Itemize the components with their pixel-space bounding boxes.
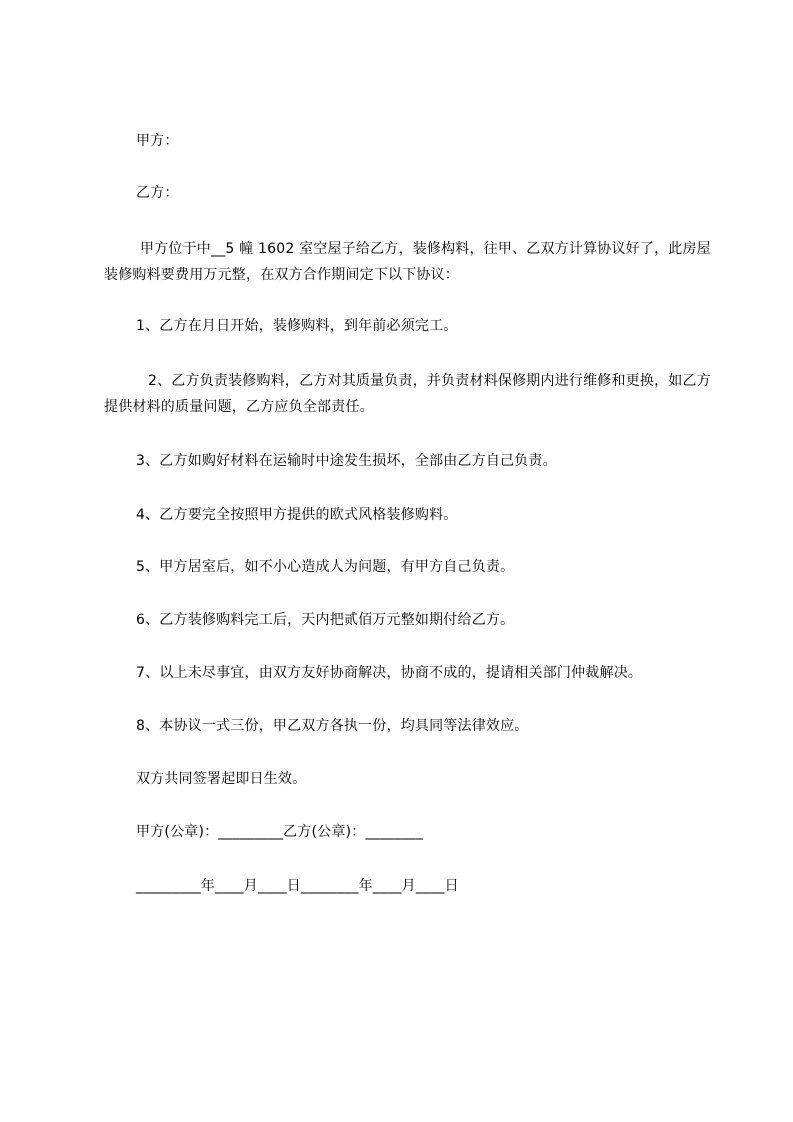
seal-signature-line: 甲方(公章)：_________乙方(公章)：________	[136, 824, 424, 840]
clause-4: 4、乙方要完全按照甲方提供的欧式风格装修购料。	[136, 507, 458, 523]
clause-7: 7、以上未尽事宜，由双方友好协商解决，协商不成的，提请相关部门仲裁解决。	[136, 665, 643, 681]
clause-3: 3、乙方如购好材料在运输时中途发生损坏，全部由乙方自己负责。	[136, 453, 557, 469]
party-b-label: 乙方：	[136, 185, 179, 201]
clause-2: 2、乙方负责装修购料，乙方对其质量负责，并负责材料保修期内进行维修和更换，如乙方提供材料的质量问题，乙方应负全部责任。	[104, 373, 711, 415]
clause-8: 8、本协议一式三份，甲乙双方各执一份，均具同等法律效应。	[136, 718, 529, 734]
date-line: _________年____月____日________年____月____日	[136, 878, 459, 894]
party-a-label: 甲方：	[136, 133, 179, 149]
effective-statement: 双方共同签署起即日生效。	[136, 771, 307, 787]
clause-6: 6、乙方装修购料完工后，天内把贰佰万元整如期付给乙方。	[136, 612, 515, 628]
clause-5: 5、甲方居室后，如不小心造成人为问题，有甲方自己负责。	[136, 559, 515, 575]
intro-paragraph: 甲方位于中__5 幢 1602 室空屋子给乙方，装修构料，往甲、乙双方计算协议好了，此房屋装修购料要费用万元整，在双方合作期间定下以下协议：	[104, 241, 711, 283]
clause-1: 1、乙方在月日开始，装修购料，到年前必须完工。	[136, 318, 458, 334]
